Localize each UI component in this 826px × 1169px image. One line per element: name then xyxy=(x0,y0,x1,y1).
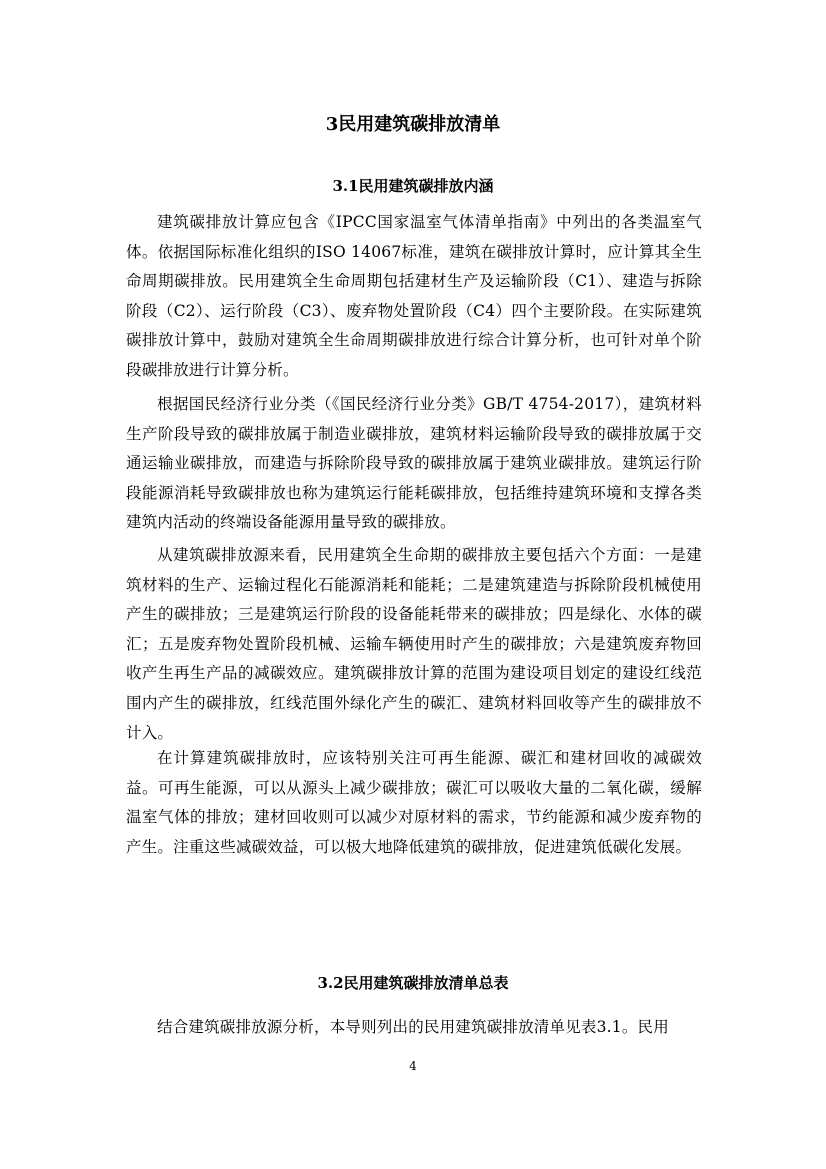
paragraph: 建筑碳排放计算应包含《IPCC国家温室气体清单指南》中列出的各类温室气体。依据国际标准化组织的ISO 14067标准，建筑在碳排放计算时，应计算其全生命周期碳排放。民用建筑全生命周期包括建材生产及运输阶段（C1）、建造与拆除阶段（C2）、运行阶段（C3）、废弃物处置阶段（C4）四个主要阶段。在实际建筑碳排放计算中，鼓励对建筑全生命周期碳排放进行综合计算分析，也可针对单个阶段碳排放进行计算分析。 xyxy=(126,213,702,379)
paragraph: 根据国民经济行业分类（《国民经济行业分类》GB/T 4754-2017），建筑材料生产阶段导致的碳排放属于制造业碳排放，建筑材料运输阶段导致的碳排放属于交通运输业碳排放，而建造与拆除阶段导致的碳排放属于建筑业碳排放。建筑运行阶段能源消耗导致碳排放也称为建筑运行能耗碳排放，包括维持建筑环境和支撑各类建筑内活动的终端设备能源用量导致的碳排放。 xyxy=(126,395,702,532)
section-title-3-2: 3.2民用建筑碳排放清单总表 xyxy=(317,974,509,992)
page-number: 4 xyxy=(409,1059,417,1073)
paragraph: 在计算建筑碳排放时，应该特别关注可再生能源、碳汇和建材回收的减碳效益。可再生能源，可以从源头上减少碳排放；碳汇可以吸收大量的二氧化碳，缓解温室气体的排放；建材回收则可以减少对原材料的需求，节约能源和减少废弃物的产生。注重这些减碳效益，可以极大地降低建筑的碳排放，促进建筑低碳化发展。 xyxy=(126,749,702,856)
section-title-3-1: 3.1民用建筑碳排放内涵 xyxy=(332,177,494,195)
paragraph: 结合建筑碳排放源分析，本导则列出的民用建筑碳排放清单见表3.1。民用 xyxy=(157,1018,669,1036)
paragraph: 从建筑碳排放源来看，民用建筑全生命期的碳排放主要包括六个方面：一是建筑材料的生产、运输过程化石能源消耗和能耗；二是建筑建造与拆除阶段机械使用产生的碳排放；三是建筑运行阶段的设备能耗带来的碳排放；四是绿化、水体的碳汇；五是废弃物处置阶段机械、运输车辆使用时产生的碳排放；六是建筑废弃物回收产生再生产品的减碳效应。建筑碳排放计算的范围为建设项目划定的建设红线范围内产生的碳排放，红线范围外绿化产生的碳汇、建筑材料回收等产生的碳排放不计入。 xyxy=(126,546,702,742)
chapter-title: 3民用建筑碳排放清单 xyxy=(325,114,501,135)
